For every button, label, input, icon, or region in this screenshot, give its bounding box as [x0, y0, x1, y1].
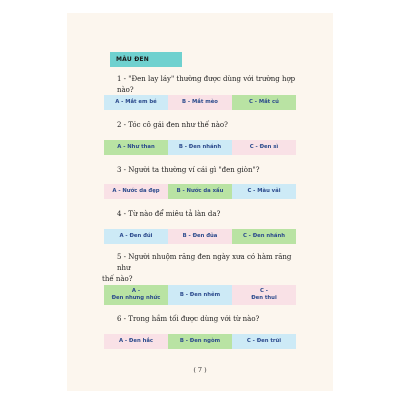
option-c-line-2: Đen thui	[251, 295, 277, 301]
option-c[interactable]	[232, 285, 296, 305]
answer-row-2	[104, 140, 296, 155]
answer-row-5	[104, 285, 296, 305]
question-3: 3 - Người ta thường ví cái gì "đen giòn"?	[117, 166, 260, 174]
option-a[interactable]: A - Đen đúi	[104, 229, 168, 244]
question-6: 6 - Trong hầm tối được dùng với từ nào?	[117, 315, 260, 323]
option-b[interactable]: B - Đen đủa	[168, 229, 232, 244]
question-2: 2 - Tóc cô gái đen như thế nào?	[117, 121, 228, 129]
option-c[interactable]: C - Đen trũi	[232, 334, 296, 349]
option-b[interactable]: B - Đen ngòm	[168, 334, 232, 349]
answer-row-4	[104, 229, 296, 244]
option-a[interactable]	[104, 285, 168, 305]
question-4: 4 - Từ nào để miêu tả làn da?	[117, 210, 221, 218]
option-c[interactable]: C - Màu vải	[232, 184, 296, 199]
question-5-line-2: thế nào?	[102, 275, 133, 283]
answer-row-6	[104, 334, 296, 349]
section-title: MÀU ĐEN	[110, 52, 182, 67]
option-c-line-1: C -	[260, 288, 268, 294]
option-a-line-1: A -	[131, 288, 141, 294]
option-b[interactable]: B - Mắt mèo	[168, 95, 232, 110]
option-c[interactable]: C - Đen sì	[232, 140, 296, 155]
option-c[interactable]: C - Đen nhánh	[232, 229, 296, 244]
question-1: 1 - "Đen lay láy" thường được dùng với trường hợp nào?	[117, 75, 296, 94]
option-a-line-2: Đen nhưng nhức	[111, 295, 161, 301]
option-b[interactable]: B - Đen nhánh	[168, 140, 232, 155]
option-a[interactable]: A - Đen hắc	[104, 334, 168, 349]
option-a[interactable]: A - Mắt em bé	[104, 95, 168, 110]
option-c[interactable]: C - Mắt cú	[232, 95, 296, 110]
question-5-line-1: 5 - Người nhuộm răng đen ngày xưa có hàm răng như	[117, 253, 292, 272]
answer-row-1	[104, 95, 296, 110]
option-b[interactable]: B - Nước da xấu	[168, 184, 232, 199]
option-a[interactable]: A - Nước da đẹp	[104, 184, 168, 199]
option-a[interactable]: A - Như than	[104, 140, 168, 155]
option-b-label: B - Đen nhẻm	[179, 291, 221, 298]
page-number: ( 7 )	[193, 366, 207, 374]
answer-row-3	[104, 184, 296, 199]
option-b[interactable]	[168, 285, 232, 305]
question-5	[102, 252, 307, 285]
